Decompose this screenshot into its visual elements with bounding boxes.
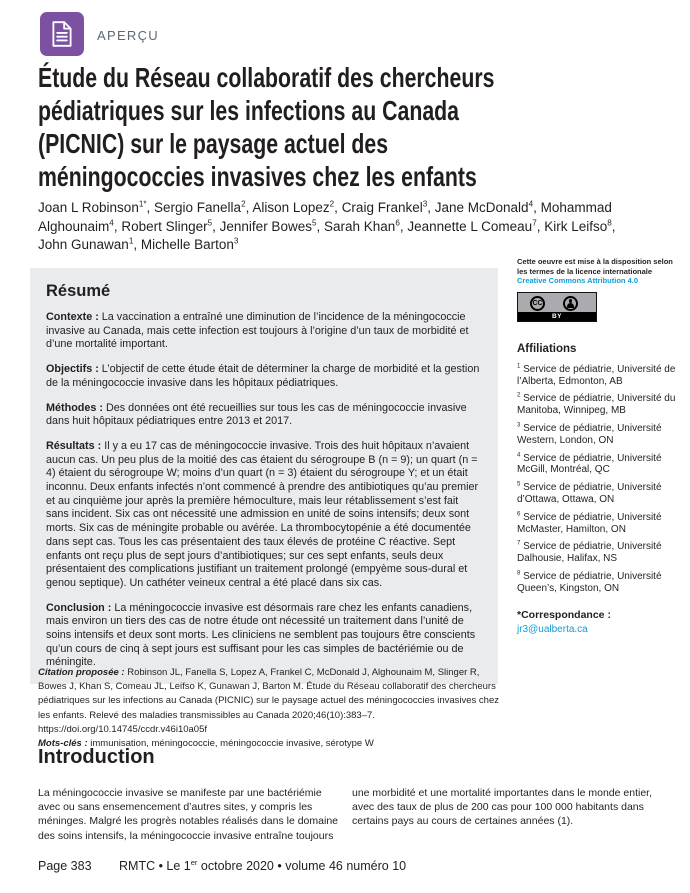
author-affiliation-sup: 2 — [329, 199, 335, 209]
abstract-sections — [46, 311, 482, 670]
sidebar — [517, 257, 681, 638]
correspondence-block — [517, 608, 681, 638]
affiliation-item: $^5$ Service de pédiatrie, Université d’Ottawa, Ottawa, ON — [517, 481, 662, 505]
author-affiliation-sup: 3 — [233, 236, 239, 246]
abstract-section: Objectifs : L’objectif de cette étude était de déterminer la charge de morbidité et la gestion de la méningococcie invasive dans les hôpitaux pédiatriques. — [46, 363, 480, 389]
citation-text: Robinson JL, Fanella S, Lopez A, Frankel C, McDonald J, Alghounaim M, Slinger R, Bowes J, Khan S, Comeau JL, Leifso K, Gunawan J, Barton M. Étude du Réseau collaboratif des chercheurs pédiatriques sur les infections au Canada (PICNIC) sur le paysage actuel des méningococcies invasives chez les enfants. Relevé des maladies transmissibles au Canada 2020;46(10):383–7. https://doi.org/10.14745/ccdr.v46i10a05f — [38, 667, 499, 735]
cc-license-link[interactable]: Creative Commons Attribution 4.0 — [517, 276, 638, 286]
abstract-section: Contexte : La vaccination a entraîné une diminution de l’incidence de la méningococcie invasive au Canada, mais cette infection est toujours à l’origine d’un taux de morbidité et d’une mortalité important. — [46, 311, 469, 351]
introduction-heading: Introduction — [38, 746, 155, 768]
affiliation-item: $^8$ Service de pédiatrie, Université Queen’s, Kingston, ON — [517, 570, 662, 594]
abstract-section: Résultats : Il y a eu 17 cas de méningococcie invasive. Trois des huit hôpitaux n’avaient aucun cas. Un peu plus de la moitié des cas étaient du sérogroupe B (n = 9); un quart (n = 4) étaient du sérogroupe W; moins d’un quart (n = 3) étaient du sérogroupe Y; et un était inconnu. Deux enfants infectés n’ont commencé à prendre des antibiotiques qu’au premier et au cinquième jour après la première hémoculture, mais leur rétablissement s’est fait sans incident. Six cas ont nécessité une admission en unité de soins intensifs; deux sont morts. Six cas de méningite probable ou avérée. La thrombocytopénie a été documentée dans sept cas. Tous les cas présentaient des taux élevés de protéine C réactive. Sept enfants ont reçu plus de sept jours d’antibiotiques; sur ces sept enfants, seuls deux présentaient des complications justifiant un traitement prolongé (empyème sous-dural et genou septique). Un cathéter veineux central a été placé dans six cas. — [46, 439, 479, 589]
keywords-label: Mots-clés : — [38, 738, 88, 750]
affiliation-item: $^6$ Service de pédiatrie, Université McMaster, Hamilton, ON — [517, 511, 662, 535]
author-affiliation-sup: 5 — [207, 218, 213, 227]
keywords-text: immunisation, méningococcie, méningococcie invasive, sérotype W — [90, 738, 374, 750]
introduction-columns — [38, 786, 662, 843]
page-number: Page 383 — [38, 859, 92, 873]
author-affiliation-sup: 5 — [311, 218, 317, 227]
citation-label: Citation proposée : — [38, 667, 125, 678]
license-statement: Cette oeuvre est mise à la disposition selon les termes de la licence internationale — [517, 257, 673, 276]
suggested-citation — [38, 666, 502, 737]
article-title: Étude du Réseau collaboratif des chercheurs pédiatriques sur les infections au Canada (PICNIC) sur le paysage actuel des méningococcies invasives chez les enfants — [38, 62, 495, 192]
affiliation-item: $^7$ Service de pédiatrie, Université Dalhousie, Halifax, NS — [517, 541, 662, 565]
intro-right-column: une morbidité et une mortalité importantes dans le monde entier, avec des taux de plus de 200 cas pour 100 000 habitants dans certains pays au cours de certaines années (1). — [352, 787, 653, 828]
affiliation-item: $^1$ Service de pédiatrie, Université de l’Alberta, Edmonton, AB — [517, 363, 676, 387]
section-badge-label: APERÇU — [97, 28, 159, 43]
apercu-document-icon — [40, 12, 84, 56]
affiliation-item: $^2$ Service de pédiatrie, Université du Manitoba, Winnipeg, MB — [517, 393, 676, 417]
cc-by-label: BY — [518, 312, 596, 321]
abstract-section: Méthodes : Des données ont été recueillies sur tous les cas de méningococcie invasive dans huit hôpitaux pédiatriques entre 2013 et 2017. — [46, 401, 467, 428]
author-affiliation-sup: 1 — [128, 236, 134, 246]
author-affiliation-sup: 7 — [532, 218, 537, 227]
author-affiliation-sup: 2 — [241, 199, 246, 209]
journal-footer-prefix: RMTC • Le 1 — [119, 859, 191, 873]
affiliations-list — [517, 364, 681, 595]
author-list: Joan L Robinson$^{1*}$, Sergio Fanella$^2$, Alison Lopez$^2$, Craig Frankel$^3$, Jane McDonald$^4$, Mohammad Alghounaim$^4$, Robert Slinger$^5$, Jennifer Bowes$^5$, Sarah Khan$^6$, Jeannette L Comeau$^7$, Kirk Leifso$^8$, John Gunawan$^1$, Michelle Barton$^3$ — [38, 199, 616, 252]
author-affiliation-sup: 4 — [109, 218, 114, 227]
attribution-person-icon — [563, 296, 578, 311]
cc-logo-icon — [530, 296, 545, 311]
cc-letters: CC — [532, 299, 543, 307]
author-affiliation-sup: 8 — [607, 218, 612, 227]
correspondence-email-link[interactable]: jr3@ualberta.ca — [517, 624, 588, 636]
affiliation-item: $^3$ Service de pédiatrie, Université Western, London, ON — [517, 422, 662, 446]
journal-footer-line — [119, 859, 406, 873]
author-affiliation-sup: 1* — [138, 199, 147, 209]
affiliations-heading: Affiliations — [517, 342, 577, 355]
abstract-heading: Résumé — [46, 282, 111, 300]
abstract-section: Conclusion : La méningococcie invasive est désormais rare chez les enfants canadiens, mais environ un tiers des cas de notre étude ont nécessité un traitement dans l’unité de soins intensifs et deux sont morts. Les cliniciens ne semblent pas toujours être conscients qu’un cours de cinq à sept jours est suffisant pour les cas simples de bactériémie ou de méningite. — [46, 601, 476, 669]
journal-footer-suffix: octobre 2020 • volume 46 numéro 10 — [197, 859, 407, 873]
correspondence-label: *Correspondance : — [517, 608, 611, 621]
cc-by-badge — [517, 292, 597, 322]
author-affiliation-sup: 6 — [395, 218, 400, 227]
author-affiliation-sup: 4 — [528, 199, 534, 209]
author-affiliation-sup: 3 — [422, 199, 428, 209]
license-text — [517, 257, 681, 286]
intro-left-column: La méningococcie invasive se manifeste par une bactériémie avec ou sans ensemencement d’autres sites, y compris les méninges. Malgré les progrès notables réalisés dans le domaine des soins intensifs, la méningococcie invasive entraîne toujours — [38, 787, 338, 842]
affiliation-item: $^4$ Service de pédiatrie, Université McGill, Montréal, QC — [517, 452, 662, 476]
journal-footer-sup: er — [190, 857, 198, 867]
citation-block — [38, 666, 502, 751]
abstract-box — [30, 268, 498, 684]
